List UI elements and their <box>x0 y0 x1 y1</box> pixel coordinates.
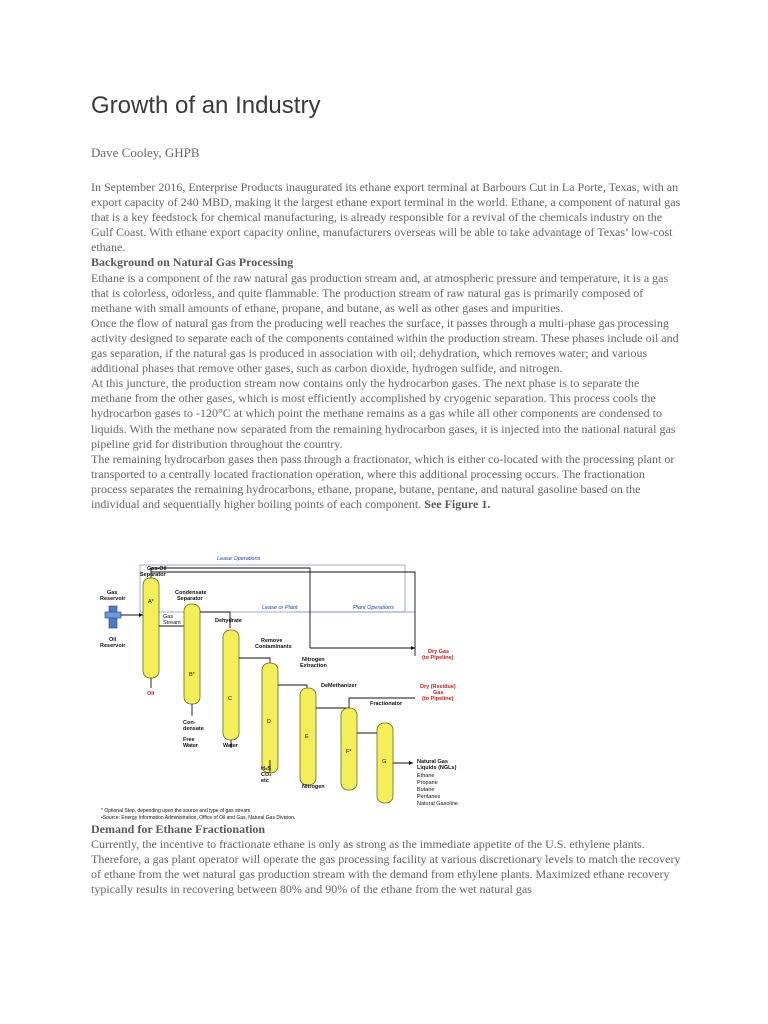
condensate-separator-vessel <box>184 604 200 704</box>
remove-label-2: Contaminants <box>255 644 292 650</box>
gas-oil-label: Gas-Oil <box>147 566 167 572</box>
mark-d: D <box>267 719 271 725</box>
gas-oil-separator-vessel <box>143 578 159 678</box>
lease-or-plant-label: Lease or Plant <box>262 605 298 611</box>
condensate-label-1: Condensate <box>175 590 207 596</box>
article-body-lower <box>91 822 681 897</box>
mark-b: B* <box>189 672 195 678</box>
figure-reference: See Figure 1. <box>424 496 491 511</box>
ngl-label-2: Liquids (NGLs) <box>417 765 457 771</box>
oil-reservoir-label-1: Oil <box>109 637 117 643</box>
dry-gas-arrow <box>411 646 415 650</box>
dry-residue-label-2: Gas <box>433 690 444 696</box>
natural-gasoline-label: Natural Gasoline <box>417 801 458 807</box>
condensate-out-label-1: Con- <box>183 720 196 726</box>
lease-operations-label: Lease Operations <box>217 556 261 562</box>
article-body-upper <box>91 180 681 512</box>
separator-label: Separator <box>140 572 166 578</box>
mark-e: E <box>305 734 309 740</box>
ngl-label-1: Natural Gas <box>417 759 448 765</box>
plant-operations-label: Plant Operations <box>353 605 394 611</box>
mark-c: C <box>228 696 232 702</box>
figure-note-1: * Optional Step, depending upon the source and type of gas stream. <box>101 808 252 814</box>
h2s-label: H₂S <box>261 766 272 772</box>
remove-contaminants-vessel <box>262 663 278 773</box>
figure-1-process-diagram <box>95 548 475 833</box>
oil-output-label: Oil <box>147 691 155 697</box>
gas-reservoir-label-1: Gas <box>107 590 118 596</box>
page-title: Growth of an Industry <box>91 92 321 119</box>
nitrogen-label-1: Nitrogen <box>302 657 325 663</box>
fractionator-label: Fractionator <box>370 701 403 707</box>
paragraph-intro: In September 2016, Enterprise Products inaugurated its ethane export terminal at Barbours Cut in La Porte, Texas, with an export capacity of 240 MBD, making it the largest ethane export terminal in the world. Ethane, a component of natural gas that is a key feedstock for chemical manufacturing, is already responsible for a revival of the chemicals industry on the Gulf Coast. With ethane export capacity online, manufacturers overseas will be able to take advantage of Texas’ low-cost ethane. <box>91 180 681 255</box>
co2-label: CO₂ <box>261 772 272 778</box>
butane-label: Butane <box>417 787 435 793</box>
paragraph-fractionator-text: The remaining hydrocarbon gases then pass through a fractionator, which is either co-located with the processing plant or transported to a centrally located fractionation operation, where this additional processing occurs. The fractionation process separates the remaining hydrocarbons, ethane, propane, butane, pentane, and natural gasoline based on the individual and sequentially higher boiling points of each component. <box>91 451 675 511</box>
figure-note-2: •Source: Energy Information Administration, Office of Oil and Gas, Natural Gas Division. <box>101 815 296 821</box>
nitrogen-out-label: Nitrogen <box>302 784 325 790</box>
paragraph-fractionator <box>91 452 681 512</box>
dry-gas-label-2: (to Pipeline) <box>422 655 454 661</box>
propane-label: Propane <box>417 780 438 786</box>
condensate-out-label-2: densate <box>183 726 204 732</box>
paragraph-processing-phases: Once the flow of natural gas from the producing well reaches the surface, it passes through a multi-phase gas processing activity designed to separate each of the components contained within the production stream. These phases include oil and gas separation, if the natural gas is produced in association with oil; dehydration, which removes water; and various additional phases that remove other gases, such as carbon dioxide, hydrogen sulfide, and nitrogen. <box>91 315 679 376</box>
pentanes-label: Pentanes <box>417 794 441 800</box>
dry-residue-label-3: (to Pipeline) <box>422 696 454 702</box>
dry-residue-label-1: Dry (Residue) <box>420 684 456 690</box>
gas-stream-label-2: Stream <box>163 620 181 626</box>
remove-label-1: Remove <box>261 638 283 644</box>
process-diagram-svg <box>95 548 475 833</box>
paragraph-cryogenic: At this juncture, the production stream now contains only the hydrocarbon gases. The next phase is to separate the methane from the other gases, which is most efficiently accomplished by cryogenic separation. This process cools the hydrocarbon gases to -120°C at which point the methane remains as a gas while all other components are condensed to liquids. With the methane now separated from the remaining hydrocarbon gases, it is injected into the national natural gas pipeline grid for distribution throughout the country. <box>91 376 676 451</box>
dehydrate-label: Dehydrate <box>215 618 242 624</box>
author-byline: Dave Cooley, GHPB <box>91 145 200 160</box>
inlet-arrow <box>139 613 143 617</box>
paragraph-demand: Currently, the incentive to fractionate ethane is only as strong as the immediate appetite of the U.S. ethylene plants. Therefore, a gas plant operator will operate the gas processing facility at various discretionary levels to match the recovery of ethane from the wet natural gas production stream with the demand from ethylene plants. Maximized ethane recovery typically results in recovering between 80% and 90% of the ethane from the wet natural gas <box>91 837 681 897</box>
free-water-label-1: Free <box>183 737 195 743</box>
section-heading-demand: Demand for Ethane Fractionation <box>91 822 266 836</box>
free-water-label-2: Water <box>183 743 199 749</box>
demethanizer-label: DeMethanizer <box>321 683 357 689</box>
water-label: Water <box>223 743 239 749</box>
mark-g: G <box>382 759 387 765</box>
nitrogen-label-2: Extraction <box>300 663 327 669</box>
etc-label: etc <box>261 778 269 784</box>
paragraph-ethane-component: Ethane is a component of the raw natural gas production stream and, at atmospheric pressure and temperature, it is a gas that is colorless, odorless, and quite flammable. The production stream of raw natural gas is primarily composed of methane with small amounts of ethane, propane, and butane, as well as other gases and impurities. <box>91 270 669 315</box>
gas-reservoir-label-2: Reservoir <box>100 596 126 602</box>
dehydrate-vessel <box>223 630 239 740</box>
mark-f: F* <box>346 749 352 755</box>
condensate-label-2: Separator <box>177 596 203 602</box>
mark-a: A* <box>148 599 154 605</box>
dry-gas-label-1: Dry Gas <box>428 649 450 655</box>
oil-reservoir-label-2: Reservoir <box>100 643 126 649</box>
wellhead-valve-icon <box>105 612 121 618</box>
gas-stream-label-1: Gas <box>163 614 174 620</box>
ngl-arrow <box>409 761 413 765</box>
section-heading-background: Background on Natural Gas Processing <box>91 255 294 270</box>
ethane-label: Ethane <box>417 773 435 779</box>
